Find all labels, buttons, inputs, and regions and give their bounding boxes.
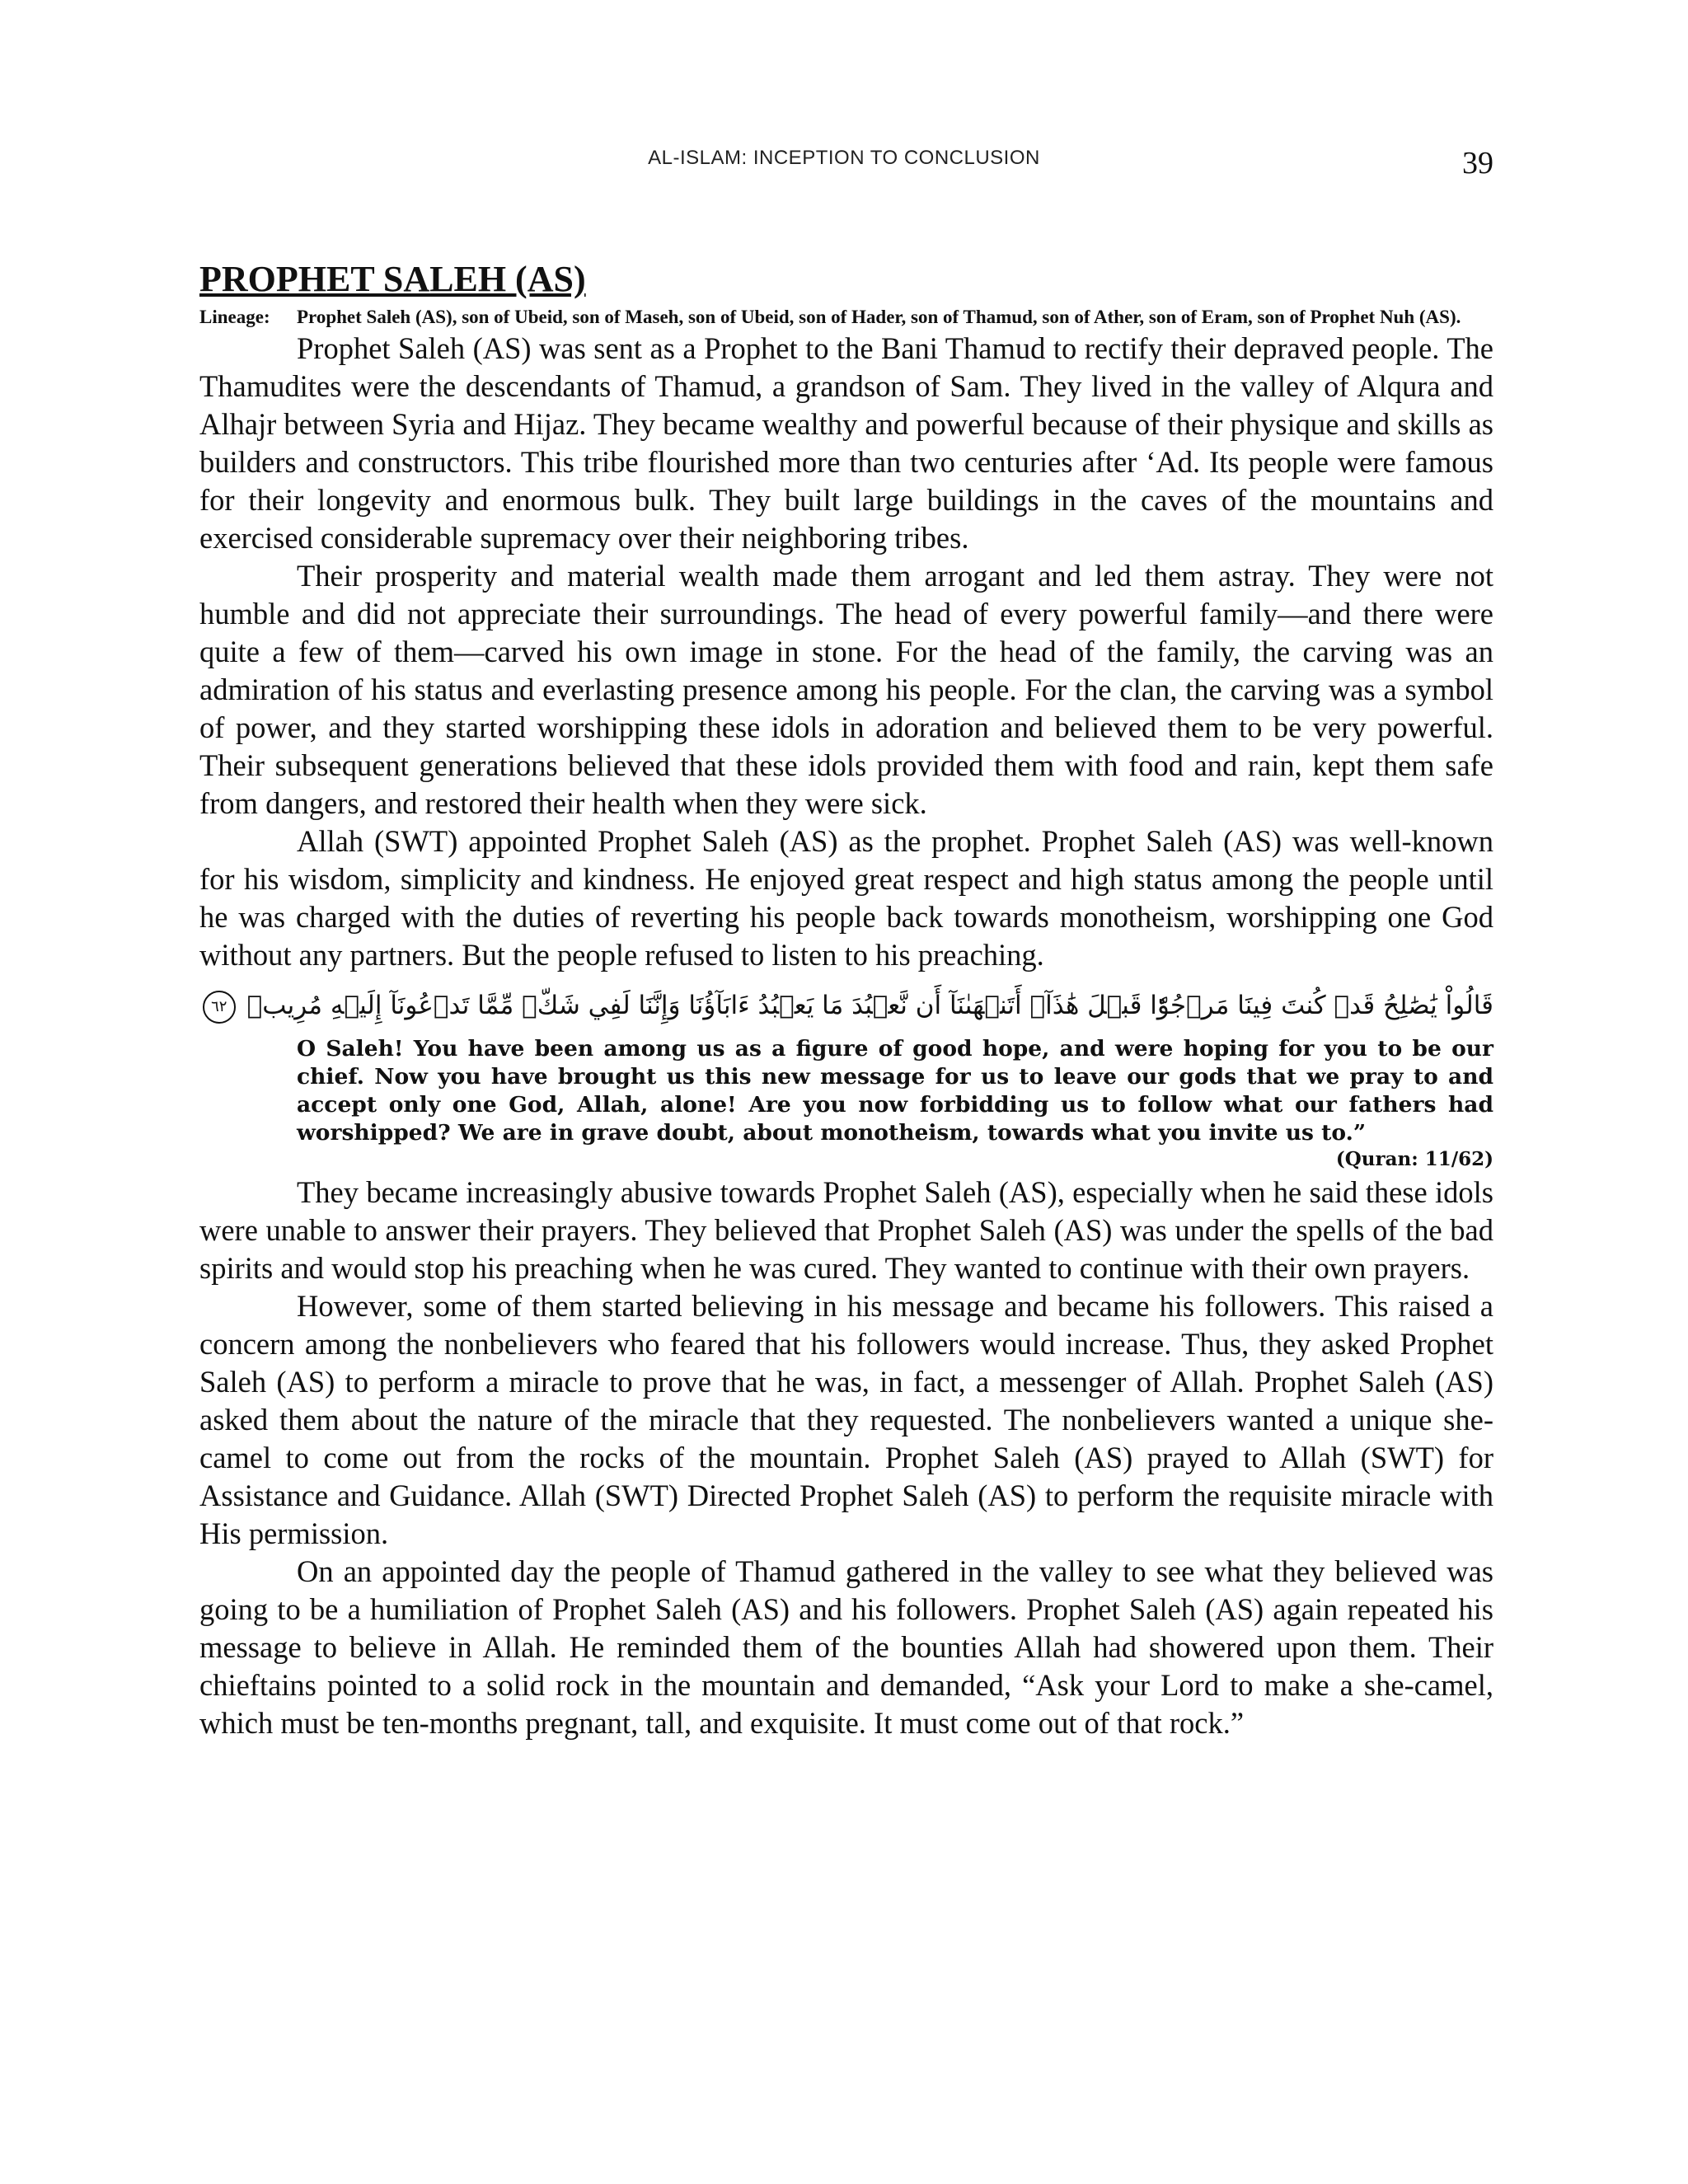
verse-citation: (Quran: 11/62) — [1335, 1148, 1493, 1170]
paragraph: They became increasingly abusive towards Prophet Saleh (AS), especially when he said these idols were unable to answer their prayers. They believed that Prophet Saleh (AS) was under the spells of the bad spirits and would stop his preaching when he was cured. They wanted to continue with their own prayers. — [199, 1175, 1493, 1285]
lineage-note — [199, 305, 1493, 330]
chapter-title: PROPHET SALEH (AS) — [199, 259, 586, 299]
paragraph: Allah (SWT) appointed Prophet Saleh (AS) as the prophet. Prophet Saleh (AS) was well-known for his wisdom, simplicity and kindness. He enjoyed great respect and high status among the people until he was charged with the duties of reverting his people back towards monotheism, worshipping one God without any partners. But the people refused to listen to his preaching. — [199, 824, 1493, 972]
paragraph: Their prosperity and material wealth made them arrogant and led them astray. They were not humble and did not appreciate their surroundings. The head of every powerful family—and there were quite a few of them—carved his own image in stone. For the head of the family, the carving was an admiration of his status and everlasting presence among his people. For the clan, the carving was a symbol of power, and they started worshipping these idols in adoration and believed them to be very powerful. Their subsequent generations believed that these idols provided them with food and rain, kept them safe from dangers, and restored their health when they were sick. — [199, 559, 1493, 820]
arabic-verse — [199, 981, 1493, 1030]
lineage-text: Prophet Saleh (AS), son of Ubeid, son of Maseh, son of Ubeid, son of Hader, son of Thamud, son of Ather, son of Eram, son of Prophet Nuh (AS). — [297, 307, 1461, 327]
lineage-label: Lineage: — [199, 307, 270, 327]
page-content — [199, 257, 1493, 1742]
running-header: AL-ISLAM: INCEPTION TO CONCLUSION — [648, 147, 1040, 169]
verse-number-marker: ٦٢ — [203, 991, 236, 1024]
page-number: 39 — [1462, 146, 1493, 180]
paragraph: Prophet Saleh (AS) was sent as a Prophet to the Bani Thamud to rectify their depraved people. The Thamudites were the descendants of Thamud, a grandson of Sam. They lived in the valley of Alqura and Alhajr between Syria and Hijaz. They became wealthy and powerful because of their physique and skills as builders and constructors. This tribe flourished more than two centuries after ‘Ad. Its people were famous for their longevity and enormous bulk. They built large buildings in the caves of the mountains and exercised considerable supremacy over their neighboring tribes. — [199, 331, 1493, 555]
paragraph: However, some of them started believing in his message and became his followers. This raised a concern among the nonbelievers who feared that his followers would increase. Thus, they asked Prophet Saleh (AS) to perform a miracle to prove that he was, in fact, a messenger of Allah. Prophet Saleh (AS) asked them about the nature of the miracle that they requested. The nonbelievers wanted a unique she-camel to come out from the rocks of the mountain. Prophet Saleh (AS) prayed to Allah (SWT) for Assistance and Guidance. Allah (SWT) Directed Prophet Saleh (AS) to perform the requisite miracle with His permission. — [199, 1289, 1493, 1550]
paragraph: On an appointed day the people of Thamud gathered in the valley to see what they believed was going to be a humiliation of Prophet Saleh (AS) and his followers. Prophet Saleh (AS) again repeated his message to believe in Allah. He reminded them of the bounties Allah had showered upon them. Their chieftains pointed to a solid rock in the mountain and demanded, “Ask your Lord to make a she-camel, which must be ten-months pregnant, tall, and exquisite. It must come out of that rock.” — [199, 1554, 1493, 1740]
verse-translation: O Saleh! You have been among us as a figure of good hope, and were hoping for you to be our chief. Now you have brought us this new message for us to leave our gods that we pray to and accept only one God, Allah, alone! Are you now forbidding us to follow what our fathers had worshipped? We are in grave doubt, about monotheism, towards what you invite us to.” — [297, 1036, 1493, 1146]
arabic-verse-text: قَالُواْ يَٰصَٰلِحُ قَدۡ كُنتَ فِينَا مَرۡجُوّٗا قَبۡلَ هَٰذَآۖ أَتَنۡهَىٰنَآ أَن نَّعۡبُدَ مَا يَعۡبُدُ ءَابَآؤُنَا وَإِنَّنَا لَفِي شَكّٖ مِّمَّا تَدۡعُونَآ إِلَيۡهِ مُرِيبٖ — [246, 991, 1493, 1020]
